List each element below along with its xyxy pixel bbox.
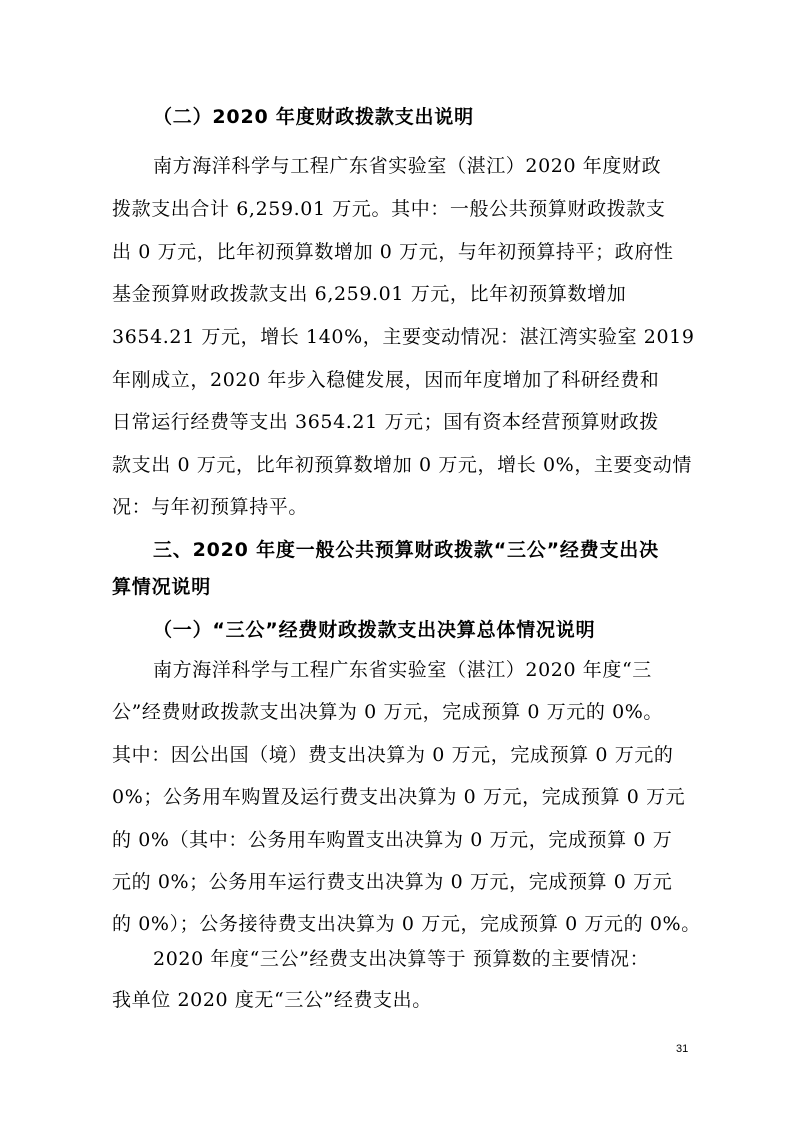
para-2-line-7: 的 0%）；公务接待费支出决算为 0 万元，完成预算 0 万元的 0%。 (112, 913, 701, 935)
para-1-line-2: 拨款支出合计 6,259.01 万元。其中：一般公共预算财政拨款支 (112, 198, 666, 220)
para-3-line-1: 2020 年度“三公”经费支出决算等于 预算数的主要情况： (153, 948, 650, 970)
para-1-line-8: 款支出 0 万元，比年初预算数增加 0 万元，增长 0%，主要变动情 (112, 454, 692, 476)
para-2-line-5: 的 0%（其中：公务用车购置支出决算为 0 万元，完成预算 0 万 (112, 829, 673, 851)
para-1-line-1: 南方海洋科学与工程广东省实验室（湛江）2020 年度财政 (153, 155, 662, 177)
para-2-line-3: 其中：因公出国（境）费支出决算为 0 万元，完成预算 0 万元的 (112, 744, 674, 766)
para-2-line-2: 公”经费财政拨款支出决算为 0 万元，完成预算 0 万元的 0%。 (112, 701, 664, 723)
page-number: 31 (676, 1043, 689, 1055)
para-3-line-2: 我单位 2020 度无“三公”经费支出。 (112, 989, 432, 1011)
para-2-line-4: 0%；公务用车购置及运行费支出决算为 0 万元，完成预算 0 万元 (112, 786, 686, 808)
para-1-line-4: 基金预算财政拨款支出 6,259.01 万元，比年初预算数增加 (112, 283, 627, 305)
section-3-title-line-2: 算情况说明 (112, 576, 212, 598)
para-1-line-3: 出 0 万元，比年初预算数增加 0 万元，与年初预算持平；政府性 (112, 241, 674, 263)
para-1-line-9: 况：与年初预算持平。 (112, 496, 309, 518)
para-2-line-1: 南方海洋科学与工程广东省实验室（湛江）2020 年度“三 (153, 659, 652, 681)
section-2-title: （二）2020 年度财政拨款支出说明 (153, 106, 474, 128)
para-2-line-6: 元的 0%；公务用车运行费支出决算为 0 万元，完成预算 0 万元 (112, 871, 673, 893)
para-1-line-7: 日常运行经费等支出 3654.21 万元；国有资本经营预算财政拨 (112, 411, 659, 433)
subsection-1-title: （一）“三公”经费财政拨款支出决算总体情况说明 (153, 619, 596, 641)
para-1-line-5: 3654.21 万元，增长 140%，主要变动情况：湛江湾实验室 2019 (112, 326, 695, 348)
para-1-line-6: 年刚成立，2020 年步入稳健发展，因而年度增加了科研经费和 (112, 369, 660, 391)
section-3-title-line-1: 三、2020 年度一般公共预算财政拨款“三公”经费支出决 (153, 539, 659, 561)
